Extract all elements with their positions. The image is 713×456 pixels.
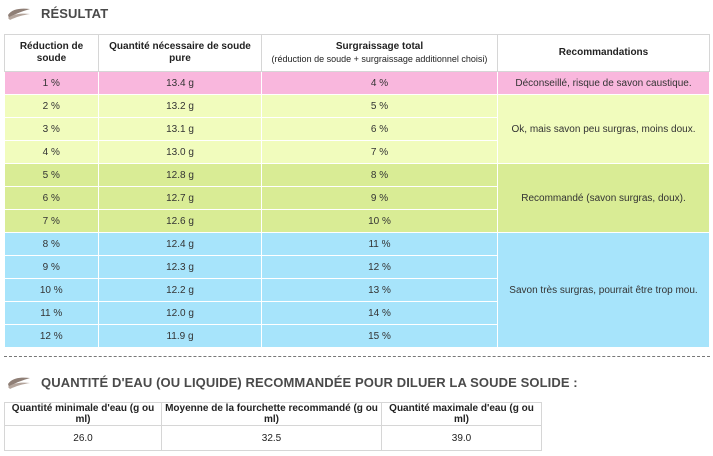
quantity-cell: 12.6 g	[99, 210, 262, 233]
total-superfat-cell: 12 %	[262, 256, 498, 279]
total-superfat-cell: 11 %	[262, 233, 498, 256]
total-superfat-cell: 4 %	[262, 72, 498, 95]
recommendation-cell: Recommandé (savon surgras, doux).	[498, 164, 710, 233]
water-table-header-row	[5, 403, 542, 426]
header-soda-reduction: Réduction de soude	[5, 35, 99, 72]
table-row	[5, 72, 710, 95]
result-section-title	[6, 5, 108, 21]
total-superfat-cell: 10 %	[262, 210, 498, 233]
header-soda-quantity: Quantité nécessaire de soude pure	[99, 35, 262, 72]
table-row	[5, 95, 710, 118]
total-superfat-cell: 14 %	[262, 302, 498, 325]
table-row	[5, 426, 542, 451]
water-section-title	[6, 374, 578, 390]
table-row	[5, 164, 710, 187]
water-table	[4, 402, 542, 451]
soap-bar-icon	[6, 5, 32, 21]
reduction-cell: 12 %	[5, 325, 99, 348]
section-divider	[4, 356, 710, 357]
recommendation-cell: Déconseillé, risque de savon caustique.	[498, 72, 710, 95]
reduction-cell: 9 %	[5, 256, 99, 279]
quantity-cell: 11.9 g	[99, 325, 262, 348]
reduction-cell: 1 %	[5, 72, 99, 95]
total-superfat-cell: 13 %	[262, 279, 498, 302]
reduction-cell: 7 %	[5, 210, 99, 233]
result-title-text: RÉSULTAT	[41, 5, 109, 21]
soap-bar-icon	[6, 374, 32, 390]
reduction-cell: 8 %	[5, 233, 99, 256]
reduction-cell: 5 %	[5, 164, 99, 187]
quantity-cell: 12.3 g	[99, 256, 262, 279]
reduction-cell: 3 %	[5, 118, 99, 141]
quantity-cell: 12.2 g	[99, 279, 262, 302]
header-total-superfat	[262, 35, 498, 72]
total-superfat-cell: 15 %	[262, 325, 498, 348]
recommendation-cell: Ok, mais savon peu surgras, moins doux.	[498, 95, 710, 164]
max-water-value: 39.0	[382, 426, 542, 451]
avg-water-value: 32.5	[162, 426, 382, 451]
quantity-cell: 12.8 g	[99, 164, 262, 187]
quantity-cell: 12.7 g	[99, 187, 262, 210]
total-superfat-cell: 7 %	[262, 141, 498, 164]
quantity-cell: 12.4 g	[99, 233, 262, 256]
min-water-value: 26.0	[5, 426, 162, 451]
quantity-cell: 12.0 g	[99, 302, 262, 325]
total-superfat-cell: 9 %	[262, 187, 498, 210]
reduction-cell: 4 %	[5, 141, 99, 164]
quantity-cell: 13.0 g	[99, 141, 262, 164]
reduction-cell: 10 %	[5, 279, 99, 302]
reduction-cell: 11 %	[5, 302, 99, 325]
header-min-water: Quantité minimale d'eau (g ou ml)	[5, 403, 162, 426]
quantity-cell: 13.4 g	[99, 72, 262, 95]
table-row	[5, 233, 710, 256]
water-title-text: QUANTITÉ D'EAU (OU LIQUIDE) RECOMMANDÉE POUR DILUER LA SOUDE SOLIDE :	[41, 374, 578, 390]
result-table	[4, 34, 710, 348]
result-table-header-row	[5, 35, 710, 72]
header-total-superfat-title: Surgraissage total	[335, 41, 424, 52]
header-total-superfat-subtitle: (réduction de soude + surgraissage additionnel choisi)	[271, 54, 488, 64]
recommendation-cell: Savon très surgras, pourrait être trop mou.	[498, 233, 710, 348]
total-superfat-cell: 6 %	[262, 118, 498, 141]
header-avg-water: Moyenne de la fourchette recommandé (g ou ml)	[162, 403, 382, 426]
total-superfat-cell: 5 %	[262, 95, 498, 118]
total-superfat-cell: 8 %	[262, 164, 498, 187]
quantity-cell: 13.2 g	[99, 95, 262, 118]
reduction-cell: 2 %	[5, 95, 99, 118]
quantity-cell: 13.1 g	[99, 118, 262, 141]
header-recommendations: Recommandations	[498, 35, 710, 72]
header-max-water: Quantité maximale d'eau (g ou ml)	[382, 403, 542, 426]
reduction-cell: 6 %	[5, 187, 99, 210]
